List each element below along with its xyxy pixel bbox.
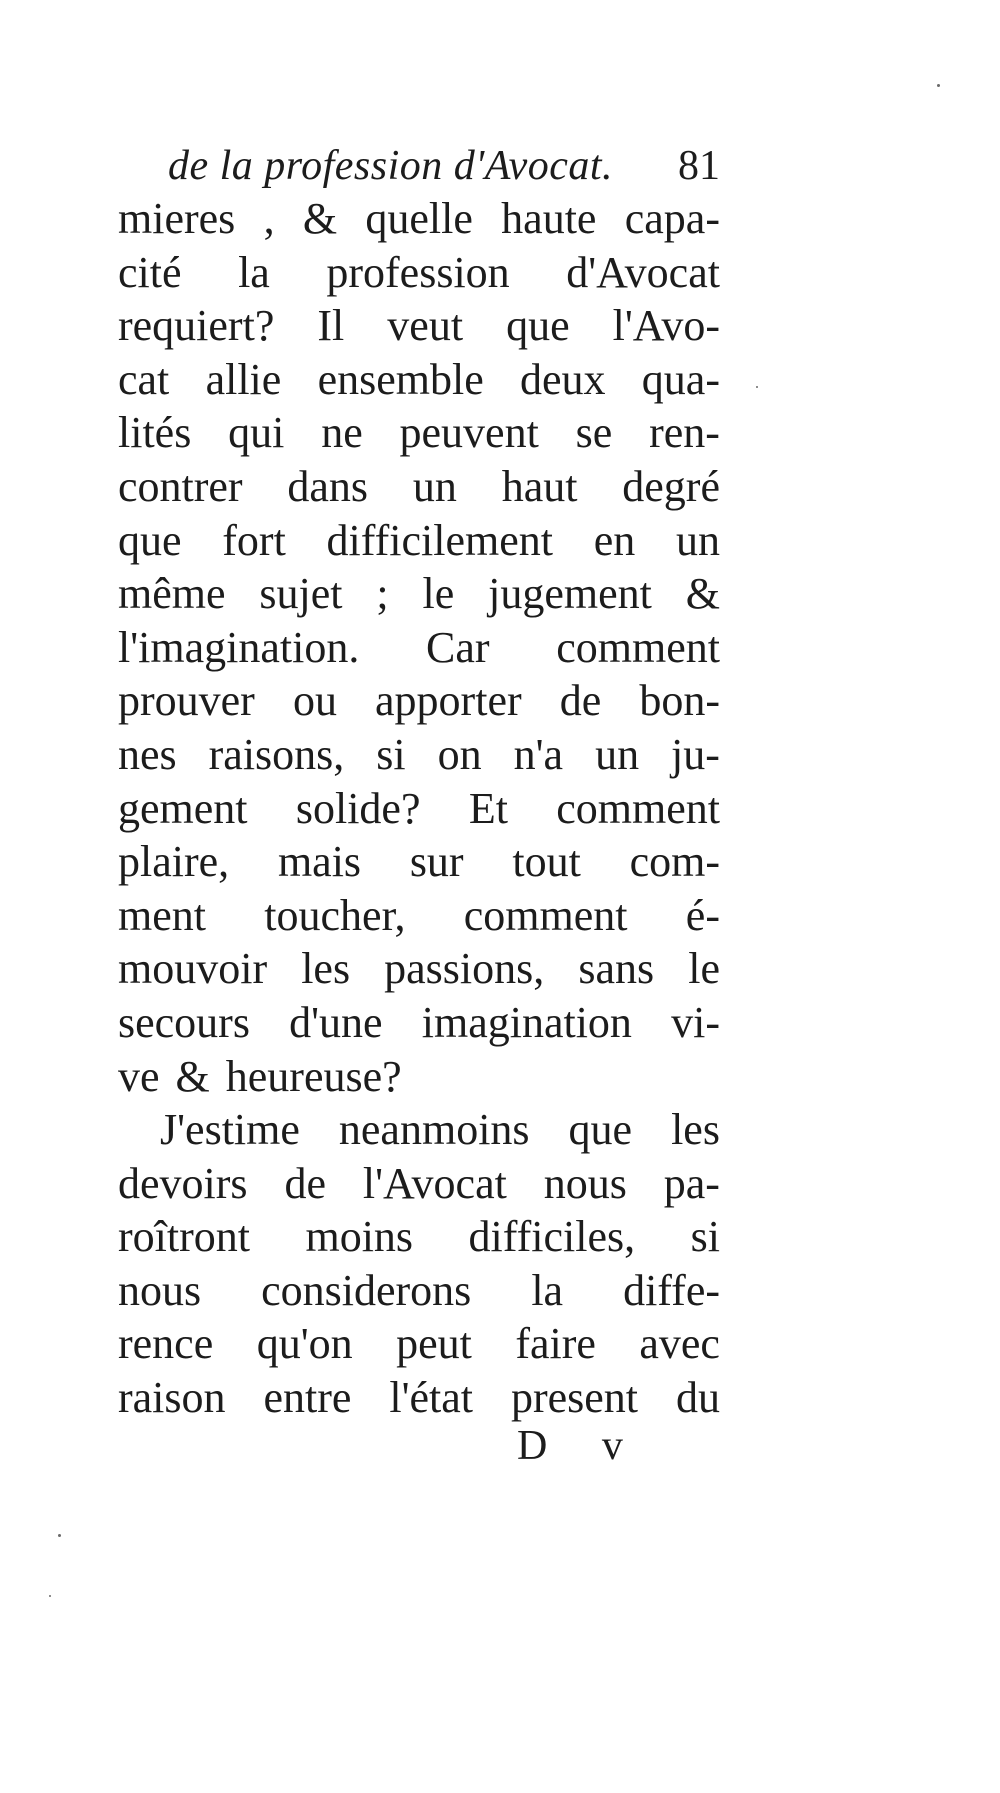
word: d'Avocat [566,247,720,297]
word: avec [639,1319,720,1369]
text-line [118,942,720,996]
word: ou [292,676,337,726]
word: ment [118,890,206,940]
word: requiert? [118,301,275,351]
word: cité [118,247,182,297]
word: l'Avo- [612,301,720,351]
word: jugement [488,569,652,619]
word: mais [277,837,362,887]
word: heureuse? [225,1051,402,1101]
word: deux [520,354,606,404]
word: é- [685,890,720,940]
word: l'Avocat [362,1158,507,1208]
text-line [118,406,720,460]
print-speck [49,1595,51,1597]
word: J'estime [160,1105,300,1155]
word: l'imagination. [118,622,360,672]
word: ren- [649,408,720,458]
print-speck [756,386,758,388]
word: neanmoins [338,1105,530,1155]
word: diffe- [623,1265,720,1315]
word: tout [512,837,581,887]
word: l'état [389,1373,474,1423]
word: cat [118,354,170,404]
word: de [284,1158,326,1208]
text-line [118,728,720,782]
word: comment [556,622,720,672]
word: peuvent [399,408,539,458]
word: considerons [261,1265,472,1315]
word: & [685,569,720,619]
text-line [118,1317,720,1371]
word: & [302,194,338,243]
word: gement [118,783,248,833]
word: bon- [639,676,720,726]
word: moins [305,1212,414,1262]
text-line [118,1050,720,1104]
word: faire [515,1319,596,1369]
word: ensemble [317,354,484,404]
word: n'a [513,729,564,779]
word: plaire, [118,837,230,887]
word: devoirs [118,1158,248,1208]
word: haut [501,461,578,511]
body-text [118,192,720,1425]
word: comment [463,890,628,940]
word: , [263,194,275,243]
word: se [575,408,613,458]
paragraph [118,192,720,1103]
text-line [118,835,720,889]
word: raisons, [208,729,345,779]
word: dans [287,461,369,511]
word: fort [222,515,286,565]
running-head [168,138,720,194]
word: même [118,569,226,619]
text-line [118,514,720,568]
word: difficilement [326,515,553,565]
word: un [675,515,720,565]
word: en [593,515,636,565]
text-line [118,1264,720,1318]
word: ve [118,1051,160,1101]
word: le [688,944,720,994]
word: on [437,729,482,779]
word: qua- [641,354,720,404]
word: haute [501,194,597,243]
word: toucher, [264,890,406,940]
word: roîtront [118,1212,250,1262]
word: nous [118,1265,202,1315]
word: com- [629,837,720,887]
text-line [118,460,720,514]
text-line [118,621,720,675]
word: solide? [295,783,421,833]
word: contrer [118,461,243,511]
word: profession [326,247,510,297]
word: imagination [421,997,632,1047]
word: quelle [365,194,473,243]
word: Il [317,301,345,351]
word: rence [118,1319,214,1369]
word: passions, [384,944,545,994]
word: le [422,569,455,619]
text-line [118,782,720,836]
word: lités [118,408,192,458]
print-speck [58,1534,61,1537]
print-speck [937,84,940,87]
word: nous [543,1158,627,1208]
word: peut [396,1319,472,1369]
signature-mark: D v [517,1423,645,1469]
text-line [118,996,720,1050]
word: les [301,944,351,994]
paragraph [118,1103,720,1425]
word: allie [205,354,282,404]
word: les [671,1105,720,1155]
word: sans [578,944,655,994]
word: la [238,247,270,297]
word: un [595,729,640,779]
word: du [675,1373,720,1423]
word: que [118,515,182,565]
text-line [118,1371,720,1425]
word: ju- [671,729,720,779]
word: capa- [624,194,720,243]
word: d'une [289,997,383,1047]
word: ne [321,408,363,458]
word: pa- [663,1158,720,1208]
word: nes [118,729,177,779]
text-line [118,192,720,246]
word: comment [556,783,720,833]
text-line [118,674,720,728]
text-line [118,567,720,621]
text-line [118,889,720,943]
word: mouvoir [118,944,268,994]
word: un [412,461,457,511]
word: entre [263,1373,352,1423]
text-line [118,353,720,407]
word: veut [387,301,464,351]
word: ; [376,569,389,619]
text-line [118,246,720,300]
word: prouver [118,676,255,726]
word: sujet [259,569,343,619]
word: que [506,301,570,351]
text-line [118,1103,720,1157]
word: la [531,1265,564,1315]
word: Et [468,783,508,833]
word: qui [228,408,285,458]
word: present [510,1373,639,1423]
word: secours [118,997,250,1047]
text-line [118,1210,720,1264]
word: difficiles, [468,1212,636,1262]
word: & [175,1051,210,1101]
word: qu'on [256,1319,353,1369]
page-number: 81 [678,143,720,189]
word: si [376,729,406,779]
word: Car [426,622,490,672]
word: de [559,676,602,726]
word: si [690,1212,720,1262]
word: que [568,1105,633,1155]
word: vi- [671,997,720,1047]
text-line [118,299,720,353]
word: raison [118,1373,226,1423]
word: degré [622,461,720,511]
word: apporter [375,676,522,726]
word: mieres [118,194,236,243]
text-line [118,1157,720,1211]
word: sur [409,837,464,887]
running-title: de la profession d'Avocat. [168,143,614,189]
